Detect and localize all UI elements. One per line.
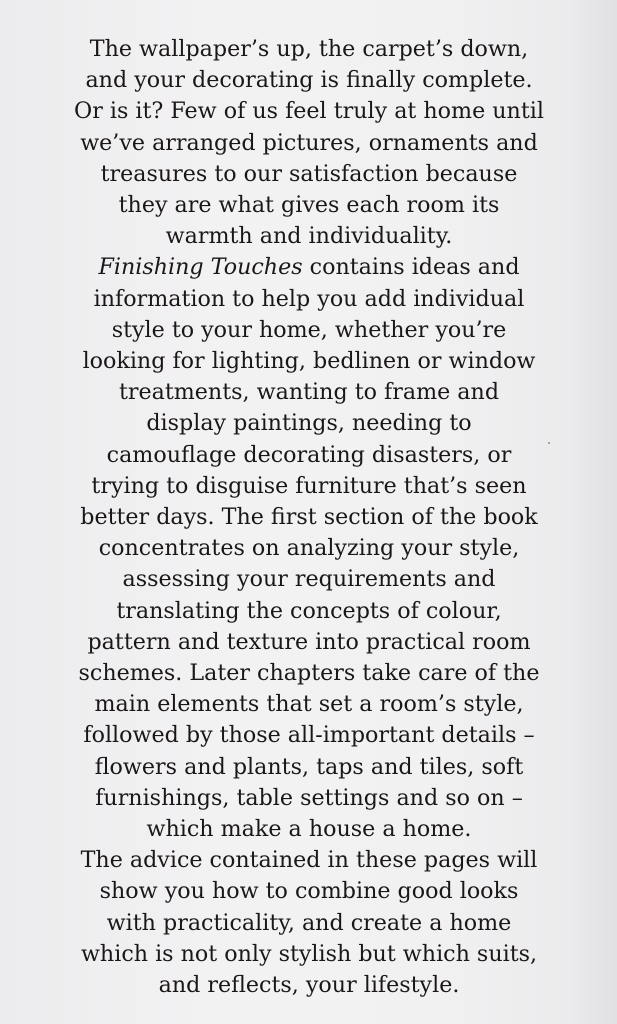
text-line-5: treasures to our satisfaction because <box>100 160 518 187</box>
text-line-11: looking for lighting, bedlinen or window <box>82 348 536 375</box>
text-line-1: The wallpaper’s up, the carpet’s down, <box>89 36 529 62</box>
text-line-29: with practicality, and create a home <box>106 909 512 936</box>
text-line-12: treatments, wanting to frame and <box>118 379 500 406</box>
book-title: Finishing Touches <box>98 254 303 281</box>
text-line-17: concentrates on analyzing your style, <box>98 535 520 562</box>
text-line-4: we’ve arranged pictures, ornaments and <box>80 129 538 156</box>
text-line-25: furnishings, table settings and so on – <box>95 784 523 811</box>
text-line-16: better days. The first section of the book <box>80 504 538 531</box>
text-line-14: camouflage decorating disasters, or <box>106 441 512 468</box>
text-line-2: and your decorating is finally complete. <box>85 67 533 94</box>
text-line-22: main elements that set a room’s style, <box>94 691 524 718</box>
text-line-3: Or is it? Few of us feel truly at home until <box>74 98 544 125</box>
text-line-15: trying to disguise furniture that’s seen <box>91 472 527 499</box>
text-line-30: which is not only stylish but which suits, <box>80 940 538 967</box>
text-line-23: followed by those all-important details – <box>83 722 535 749</box>
text-line-13: display paintings, needing to <box>146 410 472 437</box>
text-line-8 <box>26 252 592 283</box>
text-line-24: flowers and plants, taps and tiles, soft <box>94 753 524 780</box>
text-line-28: show you how to combine good looks <box>99 878 519 905</box>
text-line-8-rest: contains ideas and <box>302 254 520 281</box>
text-line-10: style to your home, whether you’re <box>111 316 507 343</box>
text-line-26: which make a house a home. <box>146 816 472 843</box>
paper-speck <box>548 442 550 444</box>
text-line-21: schemes. Later chapters take care of the <box>78 660 540 687</box>
text-line-7: warmth and individuality. <box>165 223 453 250</box>
text-line-20: pattern and texture into practical room <box>87 628 531 655</box>
text-line-9: information to help you add individual <box>93 285 525 312</box>
text-line-27: The advice contained in these pages will <box>80 847 538 874</box>
text-line-6: they are what gives each room its <box>118 192 500 219</box>
text-line-31: and reflects, your lifestyle. <box>158 972 460 999</box>
text-line-19: translating the concepts of colour, <box>116 597 502 624</box>
text-line-18: assessing your requirements and <box>122 566 496 593</box>
blurb-text <box>26 34 592 1001</box>
